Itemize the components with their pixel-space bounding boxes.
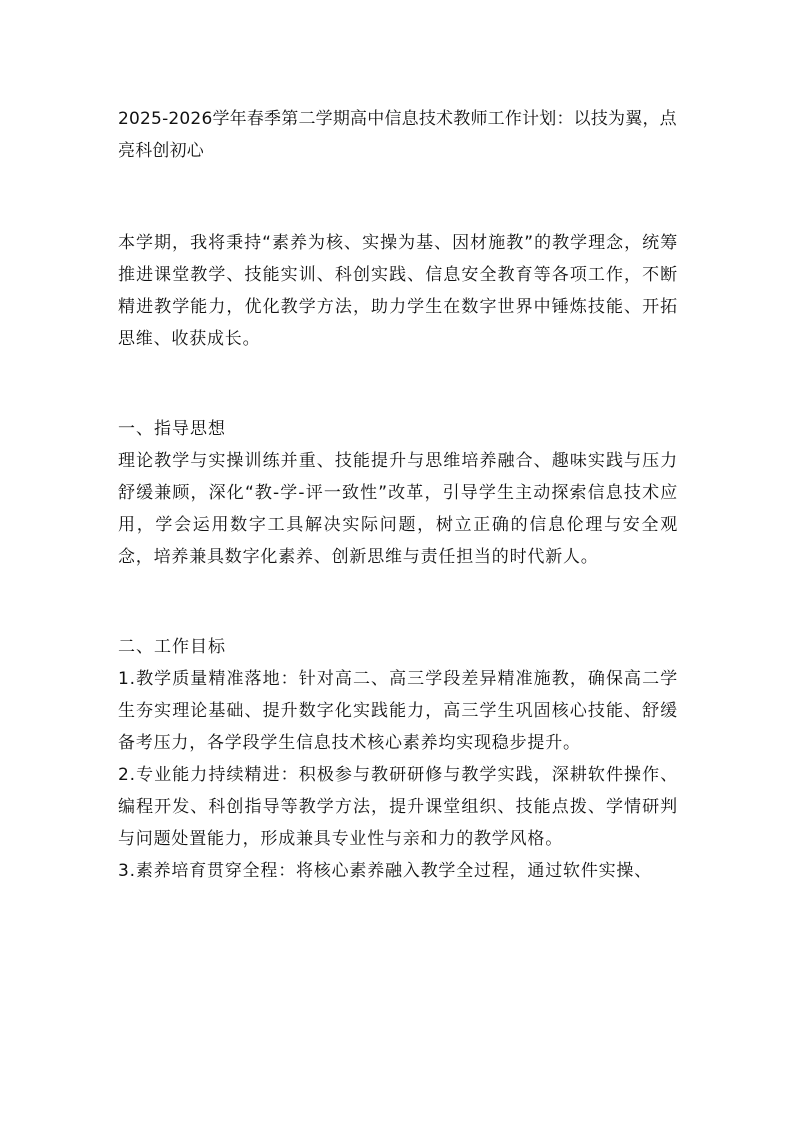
- spacer: [118, 167, 678, 227]
- section-heading-guiding-ideology: 一、指导思想: [118, 419, 226, 439]
- spacer: [118, 355, 678, 413]
- document-body: [118, 103, 678, 887]
- spacer: [118, 573, 678, 631]
- work-goal-item-3: 3.素养培育贯穿全程：将核心素养融入教学全过程，通过软件实操、: [118, 861, 653, 881]
- work-goal-item-1: 1.教学质量精准落地：针对高二、高三学段差异精准施教，确保高二学生夯实理论基础、提升数字化实践能力，高三学生巩固核心技能、舒缓备考压力，各学段学生信息技术核心素养均实现稳步提升。: [118, 669, 678, 753]
- guiding-ideology-paragraph: 理论教学与实操训练并重、技能提升与思维培养融合、趣味实践与压力舒缓兼顾，深化“教-学-评一致性”改革，引导学生主动探索信息技术应用，学会运用数字工具解决实际问题，树立正确的信息伦理与安全观念，培养兼具数字化素养、创新思维与责任担当的时代新人。: [118, 451, 678, 567]
- intro-paragraph: 本学期，我将秉持“素养为核、实操为基、因材施教”的教学理念，统筹推进课堂教学、技能实训、科创实践、信息安全教育等各项工作，不断精进教学能力，优化教学方法，助力学生在数字世界中锤炼技能、开拓思维、收获成长。: [118, 233, 678, 349]
- document-title: 2025-2026学年春季第二学期高中信息技术教师工作计划：以技为翼，点亮科创初心: [118, 109, 677, 161]
- work-goal-item-2: 2.专业能力持续精进：积极参与教研研修与教学实践，深耕软件操作、编程开发、科创指导等教学方法，提升课堂组织、技能点拨、学情研判与问题处置能力，形成兼具专业性与亲和力的教学风格。: [118, 765, 678, 849]
- section-heading-work-goals: 二、工作目标: [118, 637, 226, 657]
